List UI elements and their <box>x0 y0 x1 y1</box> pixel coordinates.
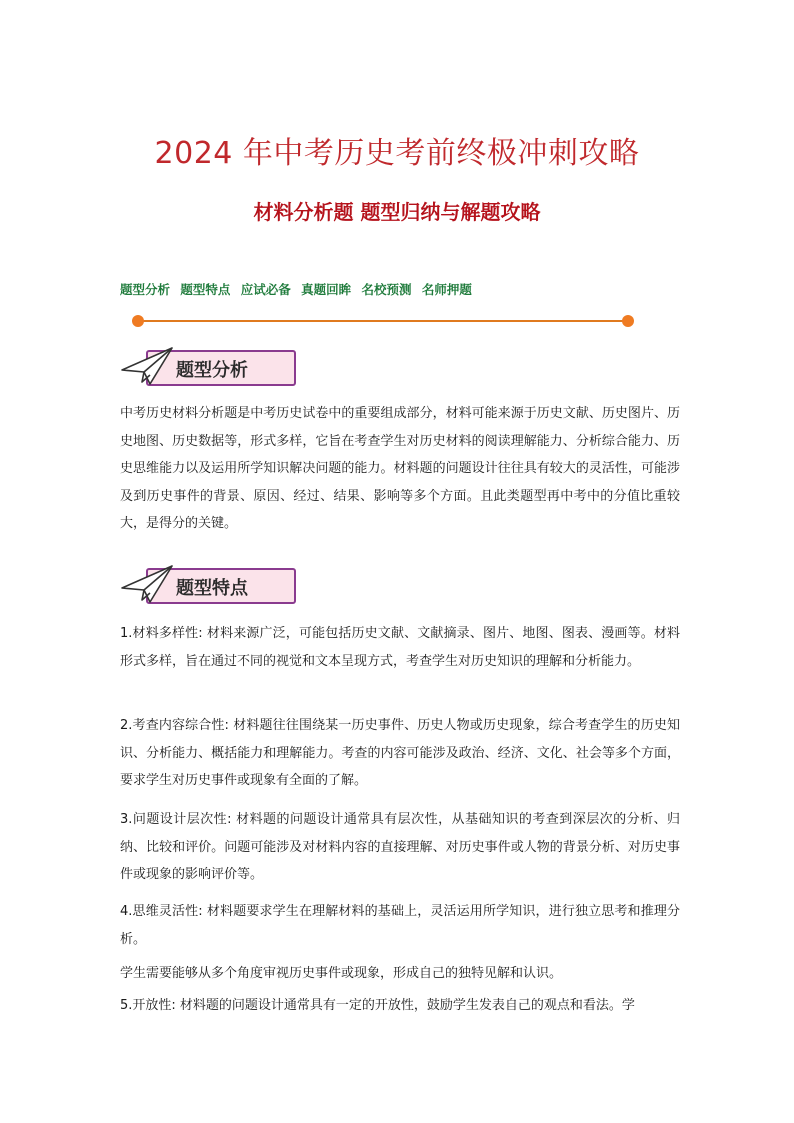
section-heading: 题型特点 <box>176 578 248 599</box>
nav-link-predictions[interactable]: 名校预测 <box>361 282 412 297</box>
feature-item-1: 1.材料多样性: 材料来源广泛，可能包括历史文献、文献摘录、图片、地图、图表、漫画等。材料形式多样，旨在通过不同的视觉和文本呈现方式，考查学生对历史知识的理解和分析能力。 <box>120 626 680 669</box>
section-header-analysis <box>120 346 300 392</box>
sub-title: 材料分析题 题型归纳与解题攻略 <box>253 200 541 224</box>
feature-item-2: 2.考查内容综合性: 材料题往往围绕某一历史事件、历史人物或历史现象，综合考查学生的历史知识、分析能力、概括能力和理解能力。考查的内容可能涉及政治、经济、文化、社会等多个方面，要求学生对历史事件或现象有全面的了解。 <box>120 718 680 788</box>
nav-link-features[interactable]: 题型特点 <box>180 282 231 297</box>
section-heading: 题型分析 <box>176 360 248 381</box>
paper-plane-icon <box>120 344 176 388</box>
paper-plane-icon <box>120 562 176 606</box>
nav-link-forecast[interactable]: 名师押题 <box>421 282 472 297</box>
divider-line <box>138 320 628 322</box>
divider-dot-left <box>132 315 144 327</box>
feature-item-3: 3.问题设计层次性: 材料题的问题设计通常具有层次性，从基础知识的考查到深层次的分析、归纳、比较和评价。问题可能涉及对材料内容的直接理解、对历史事件或人物的背景分析、对历史事件或现象的影响评价等。 <box>120 812 680 882</box>
feature-item-5: 5.开放性: 材料题的问题设计通常具有一定的开放性，鼓励学生发表自己的观点和看法。学 <box>120 998 635 1013</box>
section-nav <box>120 280 478 298</box>
feature-item-4-continued: 学生需要能够从多个角度审视历史事件或现象，形成自己的独特见解和认识。 <box>120 966 563 981</box>
nav-link-essentials[interactable]: 应试必备 <box>240 282 291 297</box>
divider-dot-right <box>622 315 634 327</box>
nav-link-past-exams[interactable]: 真题回眸 <box>301 282 352 297</box>
main-title: 2024 年中考历史考前终极冲刺攻略 <box>154 136 640 171</box>
section-header-features <box>120 564 300 610</box>
analysis-paragraph: 中考历史材料分析题是中考历史试卷中的重要组成部分，材料可能来源于历史文献、历史图片、历史地图、历史数据等，形式多样，它旨在考查学生对历史材料的阅读理解能力、分析综合能力、历史思维能力以及运用所学知识解决问题的能力。材料题的问题设计往往具有较大的灵活性，可能涉及到历史事件的背景、原因、经过、结果、影响等多个方面。且此类题型再中考中的分值比重较大，是得分的关键。 <box>120 406 680 531</box>
nav-link-analysis[interactable]: 题型分析 <box>120 282 171 297</box>
feature-item-4: 4.思维灵活性: 材料题要求学生在理解材料的基础上，灵活运用所学知识，进行独立思考和推理分析。 <box>120 904 680 947</box>
